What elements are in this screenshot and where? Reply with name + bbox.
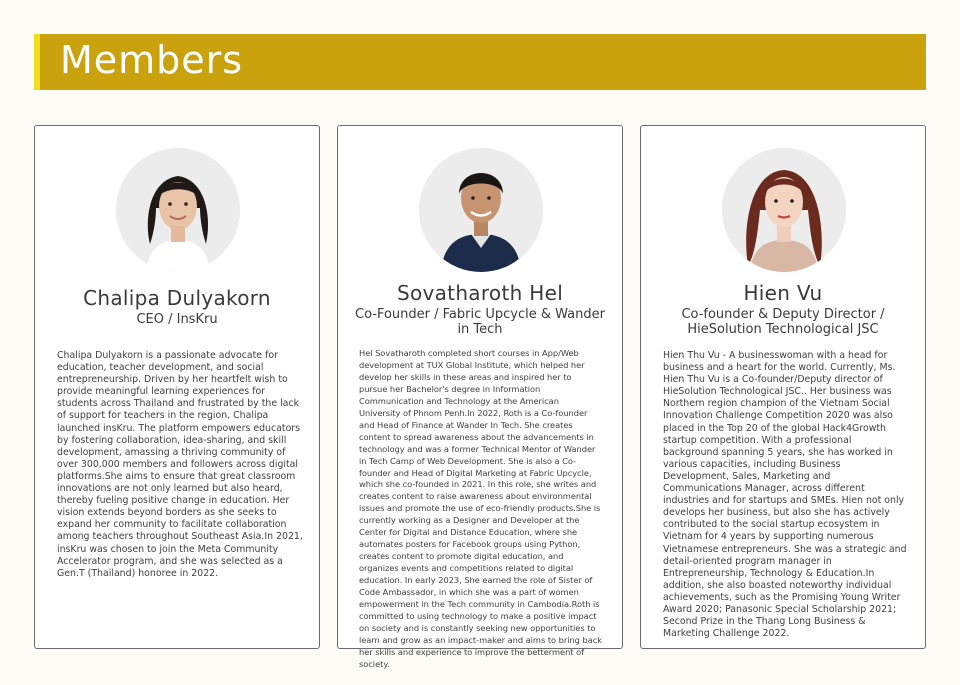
member-bio: Hel Sovatharoth completed short courses in App/Web development at TUX Global Institute, which helped her develop her skills in these areas and inspired her to pursue her Bachelor's degree in Information Communication and Technology at the American University of Phnom Penh.In 2022, Roth is a Co-founder and Head of Finance at Wander In Tech. She creates content to spread awareness about the advancements in technology and was a former Technical Mentor of Wander in Tech Camp of Web Development. She is also a Co-founder and Head of Digital Marketing at Fabric Upcycle, which she co-founded in 2021. In this role, she writes and creates content to raise awareness about environmental issues and promote the use of eco-friendly products.She is currently working as a Designer and Developer at the Center for Digital and Distance Education, where she automates posters for Facebook groups using Python, creates content to promote digital education, and organizes events and competitions related to digital education. In early 2023, She earned the role of Sister of Code Ambassador, in which she was a part of women empowerment in the Tech community in Cambodia.Roth is committed to using technology to make a positive impact on society and is constantly seeking new opportunities to learn and grow as an impact-maker and aims to bring back her skills and experience to improve the betterment of society. [359,348,603,669]
member-name: Hien Vu [743,281,823,305]
person-portrait-icon [116,148,240,272]
member-role: Co-Founder / Fabric Upcycle & Wander in Tech [355,307,605,337]
member-photo [722,148,846,272]
members-banner [34,34,926,90]
member-card [34,125,320,649]
member-bio: Hien Thu Vu - A businesswoman with a head for business and a heart for the world. Currently, Ms. Hien Thu Vu is a Co-founder/Deputy director of HieSolution Technological JSC.. Her business was Northern region champion of the Vietnam Social Innovation Challenge Competition 2020 was also placed in the Top 20 of the global Hack4Growth startup competition. With a professional background spanning 5 years, she has worked in various capacities, including Business Development, Sales, Marketing and Communications Manager, across different industries and for startups and SMEs. Hien not only develops her business, but also she has actively contributed to the social startup ecosystem in Vietnam for 4 years by supporting numerous Vietnamese entrepreneurs. She was a strategic and detail-oriented program manager in Entrepreneurship, Technology & Education.In addition, she also boasted noteworthy individual achievements, such as the Promising Young Writer Award 2020; Panasonic Special Scholarship 2021; Second Prize in the Thang Long Business & Marketing Challenge 2022. [663,350,907,640]
person-portrait-icon [419,148,543,272]
member-card [337,125,623,669]
member-name: Chalipa Dulyakorn [83,286,271,310]
member-role: CEO / InsKru [136,312,218,327]
page-title: Members [60,38,244,82]
member-photo [419,148,543,272]
member-bio: Chalipa Dulyakorn is a passionate advocate for education, teacher development, and social entrepreneurship. Driven by her heartfelt wish to provide meaningful learning experiences for students across Thailand and frustrated by the lack of support for teachers in the region, Chalipa launched insKru. The platform empowers educators by fostering collaboration, idea-sharing, and skill development, amassing a thriving community of over 300,000 members and followers across digital platforms.She aims to ensure that great classroom innovations are not only learned but also heard, thereby fueling positive change in education. Her vision extends beyond borders as she seeks to expand her community to facilitate collaboration among teachers throughout Southeast Asia.In 2021, insKru was chosen to join the Meta Community Accelerator program, and she was selected as a Gen.T (Thailand) honoree in 2022. [57,350,303,579]
member-photo [116,148,240,272]
person-portrait-icon [722,148,846,272]
member-role: Co-founder & Deputy Director / HieSolution Technological JSC [681,307,885,337]
member-name: Sovatharoth Hel [396,281,564,305]
member-card [640,125,926,649]
